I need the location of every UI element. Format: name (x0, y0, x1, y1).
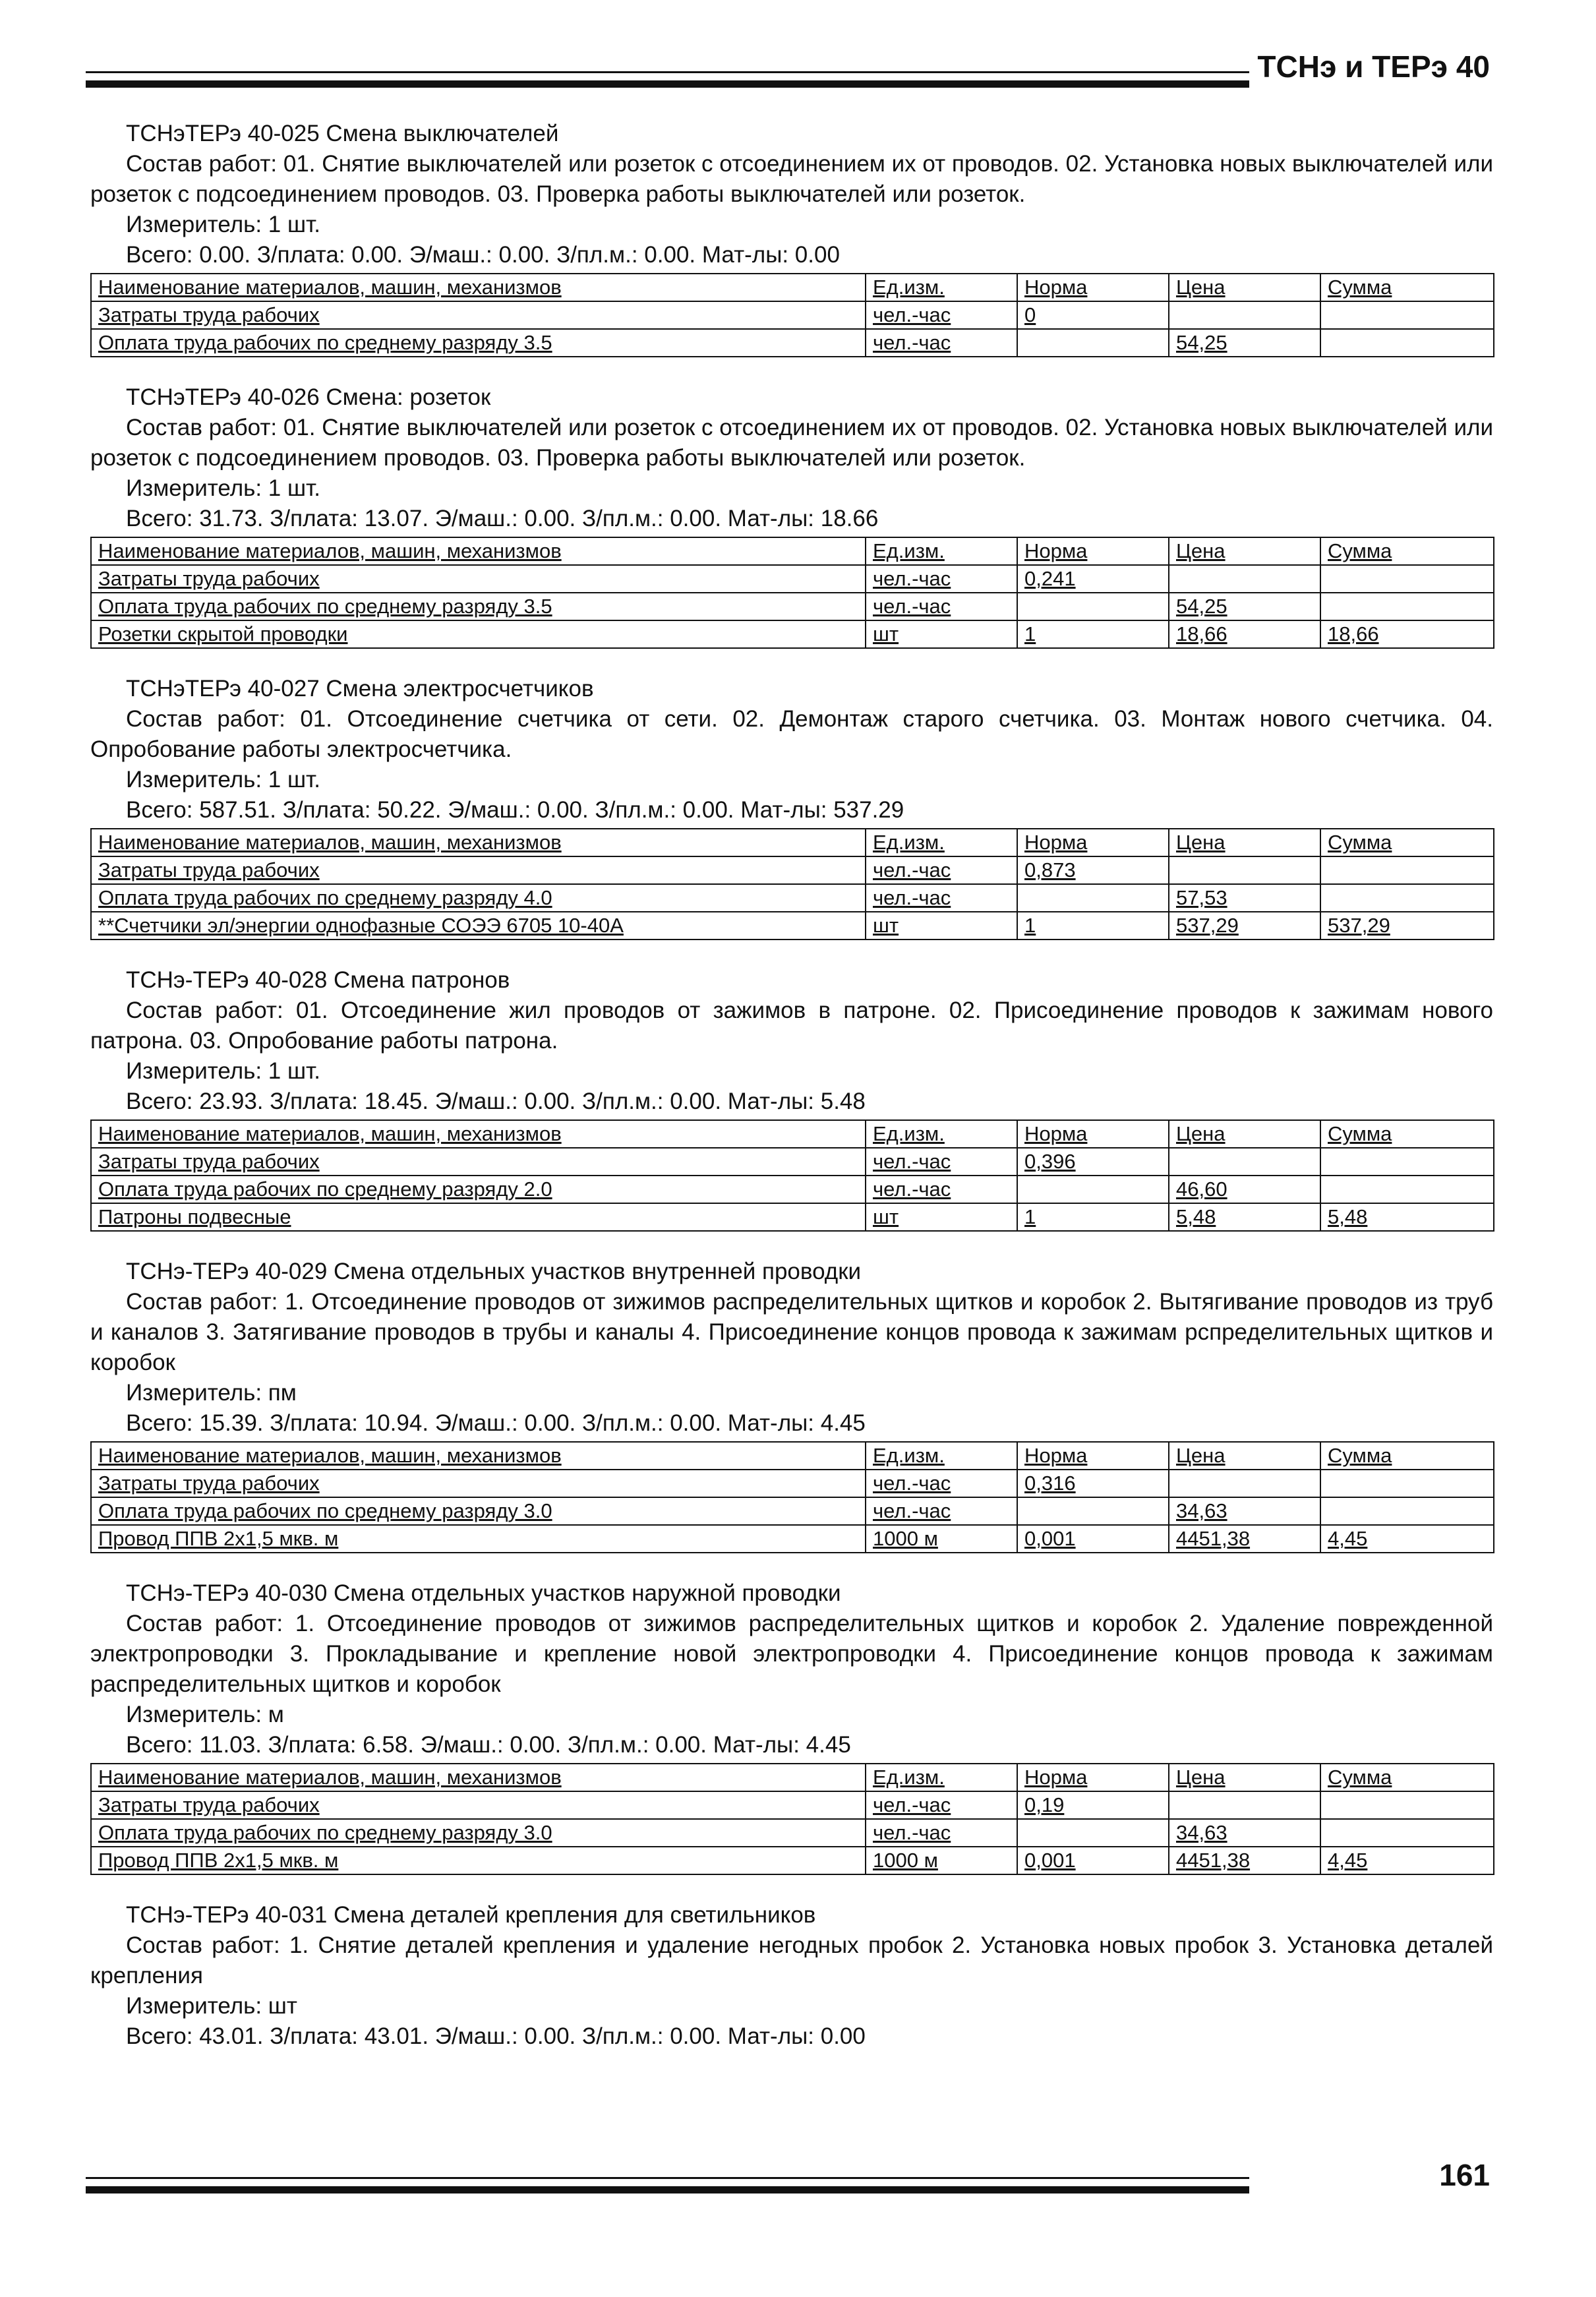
column-header-unit: Ед.изм. (866, 1764, 1017, 1791)
footer-rule-thick (86, 2186, 1249, 2193)
cell-norm: 0,001 (1017, 1847, 1169, 1874)
entry-measure: Измеритель: м (126, 1702, 284, 1727)
cell-name: Затраты труда рабочих (91, 856, 866, 884)
cell-price: 54,25 (1169, 329, 1320, 357)
column-header-sum: Сумма (1320, 1120, 1494, 1148)
cell-unit: 1000 м (866, 1525, 1017, 1553)
footer-rule-thin (86, 2177, 1249, 2179)
table-row (91, 884, 1494, 912)
cell-name: Затраты труда рабочих (91, 1791, 866, 1819)
entry-composition: Состав работ: 01. Отсоединение счетчика от сети. 02. Демонтаж старого счетчика. 03. Монтаж нового счетчика. 04. Опробование работы электросчетчика. (90, 706, 1493, 762)
cell-name: Затраты труда рабочих (91, 301, 866, 329)
column-header-price: Цена (1169, 829, 1320, 856)
table-header-row (91, 537, 1494, 565)
table-header-row (91, 274, 1494, 301)
column-header-norm: Норма (1017, 537, 1169, 565)
cell-norm (1017, 1819, 1169, 1847)
header-rule-thick (86, 80, 1249, 88)
cell-sum (1320, 329, 1494, 357)
table-header-row (91, 1120, 1494, 1148)
entry-totals: Всего: 587.51. З/плата: 50.22. Э/маш.: 0.00. З/пл.м.: 0.00. Мат-лы: 537.29 (126, 797, 904, 823)
entry-title: ТСНэТЕРэ 40-026 Смена: розеток (126, 384, 491, 410)
resource-table (90, 1119, 1494, 1232)
column-header-norm: Норма (1017, 1442, 1169, 1470)
cell-sum (1320, 856, 1494, 884)
table-header-row (91, 829, 1494, 856)
cell-name: Розетки скрытой проводки (91, 620, 866, 648)
entry-composition: Состав работ: 1. Отсоединение проводов от зижимов распределительных щитков и коробок 2. Вытягивание проводов из труб и каналов 3. Затягивание проводов в трубы и каналы 4. Присоединение концов провода к зажимам рспределительных щитков и коробок (90, 1289, 1493, 1375)
cell-norm: 0,19 (1017, 1791, 1169, 1819)
cell-unit: шт (866, 912, 1017, 940)
cell-price: 34,63 (1169, 1497, 1320, 1525)
cell-norm: 1 (1017, 620, 1169, 648)
column-header-norm: Норма (1017, 274, 1169, 301)
cell-unit: чел.-час (866, 301, 1017, 329)
table-row (91, 1470, 1494, 1497)
entry-composition: Состав работ: 01. Отсоединение жил проводов от зажимов в патроне. 02. Присоединение проводов к зажимам нового патрона. 03. Опробование работы патрона. (90, 998, 1493, 1054)
cell-unit: чел.-час (866, 1497, 1017, 1525)
cell-sum (1320, 301, 1494, 329)
cell-norm (1017, 884, 1169, 912)
column-header-name: Наименование материалов, машин, механизмов (91, 537, 866, 565)
cell-sum (1320, 1819, 1494, 1847)
page-number: 161 (1439, 2158, 1490, 2192)
resource-table (90, 828, 1494, 940)
entry-totals: Всего: 15.39. З/плата: 10.94. Э/маш.: 0.00. З/пл.м.: 0.00. Мат-лы: 4.45 (126, 1410, 866, 1436)
column-header-price: Цена (1169, 1120, 1320, 1148)
resource-table (90, 1763, 1494, 1875)
cell-price: 57,53 (1169, 884, 1320, 912)
resource-table (90, 537, 1494, 649)
cell-price (1169, 1148, 1320, 1176)
entry-composition: Состав работ: 01. Снятие выключателей или розеток с отсоединением их от проводов. 02. Установка новых выключателей или розеток с подсоединением проводов. 03. Проверка работы выключателей или розеток. (90, 415, 1493, 471)
cell-name: Оплата труда рабочих по среднему разряду 4.0 (91, 884, 866, 912)
table-row (91, 1176, 1494, 1203)
column-header-sum: Сумма (1320, 537, 1494, 565)
column-header-price: Цена (1169, 1442, 1320, 1470)
entry-totals: Всего: 31.73. З/плата: 13.07. Э/маш.: 0.00. З/пл.м.: 0.00. Мат-лы: 18.66 (126, 506, 879, 531)
cell-sum: 4,45 (1320, 1847, 1494, 1874)
column-header-unit: Ед.изм. (866, 274, 1017, 301)
cell-price: 4451,38 (1169, 1525, 1320, 1553)
cell-unit: чел.-час (866, 1470, 1017, 1497)
column-header-name: Наименование материалов, машин, механизмов (91, 1442, 866, 1470)
cell-norm: 0,873 (1017, 856, 1169, 884)
cell-price: 18,66 (1169, 620, 1320, 648)
column-header-price: Цена (1169, 1764, 1320, 1791)
rate-entry (90, 1578, 1493, 1875)
table-row (91, 1525, 1494, 1553)
cell-price: 537,29 (1169, 912, 1320, 940)
cell-name: Оплата труда рабочих по среднему разряду 3.0 (91, 1819, 866, 1847)
cell-norm: 0 (1017, 301, 1169, 329)
table-row (91, 1497, 1494, 1525)
rate-entry (90, 1900, 1493, 2052)
entry-totals: Всего: 0.00. З/плата: 0.00. Э/маш.: 0.00. З/пл.м.: 0.00. Мат-лы: 0.00 (126, 242, 840, 268)
cell-price (1169, 301, 1320, 329)
column-header-price: Цена (1169, 537, 1320, 565)
cell-unit: чел.-час (866, 329, 1017, 357)
rate-entry (90, 1257, 1493, 1553)
resource-table (90, 273, 1494, 357)
cell-sum (1320, 1176, 1494, 1203)
table-header-row (91, 1764, 1494, 1791)
cell-unit: чел.-час (866, 1148, 1017, 1176)
cell-name: Провод ППВ 2х1,5 мкв. м (91, 1525, 866, 1553)
column-header-price: Цена (1169, 274, 1320, 301)
column-header-sum: Сумма (1320, 274, 1494, 301)
column-header-sum: Сумма (1320, 1442, 1494, 1470)
column-header-unit: Ед.изм. (866, 829, 1017, 856)
entry-measure: Измеритель: шт (126, 1993, 297, 2019)
column-header-name: Наименование материалов, машин, механизмов (91, 1120, 866, 1148)
cell-norm (1017, 1176, 1169, 1203)
entry-title: ТСНэ-ТЕРэ 40-031 Смена деталей крепления для светильников (126, 1902, 816, 1928)
table-row (91, 593, 1494, 620)
table-row (91, 329, 1494, 357)
column-header-norm: Норма (1017, 829, 1169, 856)
document-body (90, 119, 1493, 2077)
cell-unit: чел.-час (866, 884, 1017, 912)
entry-composition: Состав работ: 01. Снятие выключателей или розеток с отсоединением их от проводов. 02. Установка новых выключателей или розеток с подсоединением проводов. 03. Проверка работы выключателей или розеток. (90, 151, 1493, 207)
table-row (91, 1148, 1494, 1176)
cell-price: 54,25 (1169, 593, 1320, 620)
entry-title: ТСНэ-ТЕРэ 40-030 Смена отдельных участков наружной проводки (126, 1580, 841, 1606)
cell-sum: 18,66 (1320, 620, 1494, 648)
cell-unit: чел.-час (866, 593, 1017, 620)
column-header-unit: Ед.изм. (866, 537, 1017, 565)
cell-norm (1017, 593, 1169, 620)
cell-price: 4451,38 (1169, 1847, 1320, 1874)
table-row (91, 565, 1494, 593)
column-header-sum: Сумма (1320, 829, 1494, 856)
entry-title: ТСНэТЕРэ 40-027 Смена электросчетчиков (126, 676, 594, 701)
running-head: ТСНэ и ТЕРэ 40 (1257, 49, 1490, 84)
cell-name: **Счетчики эл/энергии однофазные СОЭЭ 6705 10-40А (91, 912, 866, 940)
cell-unit: чел.-час (866, 856, 1017, 884)
rate-entry (90, 965, 1493, 1232)
cell-name: Оплата труда рабочих по среднему разряду 3.5 (91, 593, 866, 620)
column-header-norm: Норма (1017, 1764, 1169, 1791)
cell-name: Оплата труда рабочих по среднему разряду 3.0 (91, 1497, 866, 1525)
cell-unit: чел.-час (866, 565, 1017, 593)
resource-table (90, 1441, 1494, 1553)
cell-price (1169, 1791, 1320, 1819)
cell-name: Затраты труда рабочих (91, 1470, 866, 1497)
table-row (91, 1847, 1494, 1874)
page-footer (86, 2157, 1490, 2217)
cell-unit: шт (866, 620, 1017, 648)
cell-norm: 1 (1017, 912, 1169, 940)
table-row (91, 301, 1494, 329)
entry-measure: Измеритель: 1 шт. (126, 767, 320, 792)
table-row (91, 1819, 1494, 1847)
cell-norm: 0,241 (1017, 565, 1169, 593)
cell-norm: 1 (1017, 1203, 1169, 1231)
cell-unit: чел.-час (866, 1819, 1017, 1847)
cell-sum (1320, 884, 1494, 912)
rate-entry (90, 382, 1493, 649)
cell-sum: 537,29 (1320, 912, 1494, 940)
cell-price: 5,48 (1169, 1203, 1320, 1231)
column-header-name: Наименование материалов, машин, механизмов (91, 1764, 866, 1791)
cell-sum (1320, 1470, 1494, 1497)
column-header-norm: Норма (1017, 1120, 1169, 1148)
cell-name: Оплата труда рабочих по среднему разряду 3.5 (91, 329, 866, 357)
cell-name: Оплата труда рабочих по среднему разряду 2.0 (91, 1176, 866, 1203)
cell-name: Затраты труда рабочих (91, 1148, 866, 1176)
cell-norm: 0,396 (1017, 1148, 1169, 1176)
entry-measure: Измеритель: 1 шт. (126, 1058, 320, 1084)
cell-sum: 5,48 (1320, 1203, 1494, 1231)
cell-norm: 0,316 (1017, 1470, 1169, 1497)
entry-totals: Всего: 11.03. З/плата: 6.58. Э/маш.: 0.00. З/пл.м.: 0.00. Мат-лы: 4.45 (126, 1732, 851, 1758)
rate-entry (90, 119, 1493, 357)
cell-name: Провод ППВ 2х1,5 мкв. м (91, 1847, 866, 1874)
table-row (91, 1791, 1494, 1819)
entry-title: ТСНэТЕРэ 40-025 Смена выключателей (126, 121, 559, 146)
column-header-name: Наименование материалов, машин, механизмов (91, 829, 866, 856)
cell-unit: шт (866, 1203, 1017, 1231)
cell-name: Патроны подвесные (91, 1203, 866, 1231)
entry-measure: Измеритель: 1 шт. (126, 212, 320, 237)
table-header-row (91, 1442, 1494, 1470)
column-header-sum: Сумма (1320, 1764, 1494, 1791)
cell-sum: 4,45 (1320, 1525, 1494, 1553)
entry-totals: Всего: 43.01. З/плата: 43.01. Э/маш.: 0.00. З/пл.м.: 0.00. Мат-лы: 0.00 (126, 2023, 866, 2049)
header-rule-thin (86, 71, 1249, 73)
entry-title: ТСНэ-ТЕРэ 40-028 Смена патронов (126, 967, 510, 993)
cell-price: 34,63 (1169, 1819, 1320, 1847)
cell-price (1169, 1470, 1320, 1497)
column-header-name: Наименование материалов, машин, механизмов (91, 274, 866, 301)
page-header (86, 46, 1490, 105)
table-row (91, 1203, 1494, 1231)
table-row (91, 856, 1494, 884)
entry-measure: Измеритель: пм (126, 1380, 297, 1406)
column-header-unit: Ед.изм. (866, 1120, 1017, 1148)
cell-unit: чел.-час (866, 1791, 1017, 1819)
cell-norm (1017, 1497, 1169, 1525)
cell-sum (1320, 1148, 1494, 1176)
entry-measure: Измеритель: 1 шт. (126, 475, 320, 501)
cell-norm (1017, 329, 1169, 357)
cell-price (1169, 565, 1320, 593)
cell-unit: чел.-час (866, 1176, 1017, 1203)
table-row (91, 912, 1494, 940)
entry-composition: Состав работ: 1. Снятие деталей крепления и удаление негодных пробок 2. Установка новых пробок 3. Установка деталей крепления (90, 1932, 1493, 1988)
cell-price (1169, 856, 1320, 884)
rate-entry (90, 674, 1493, 940)
column-header-unit: Ед.изм. (866, 1442, 1017, 1470)
cell-sum (1320, 593, 1494, 620)
entry-title: ТСНэ-ТЕРэ 40-029 Смена отдельных участков внутренней проводки (126, 1259, 862, 1284)
cell-unit: 1000 м (866, 1847, 1017, 1874)
entry-composition: Состав работ: 1. Отсоединение проводов от зижимов распределительных щитков и коробок 2. Удаление поврежденной электропроводки 3. Прокладывание и крепление новой электропроводки 4. Присоединение концов провода к зажимам распределительных щитков и коробок (90, 1611, 1493, 1697)
cell-sum (1320, 1497, 1494, 1525)
cell-sum (1320, 1791, 1494, 1819)
cell-name: Затраты труда рабочих (91, 565, 866, 593)
cell-norm: 0,001 (1017, 1525, 1169, 1553)
cell-sum (1320, 565, 1494, 593)
table-row (91, 620, 1494, 648)
cell-price: 46,60 (1169, 1176, 1320, 1203)
entry-totals: Всего: 23.93. З/плата: 18.45. Э/маш.: 0.00. З/пл.м.: 0.00. Мат-лы: 5.48 (126, 1089, 866, 1114)
